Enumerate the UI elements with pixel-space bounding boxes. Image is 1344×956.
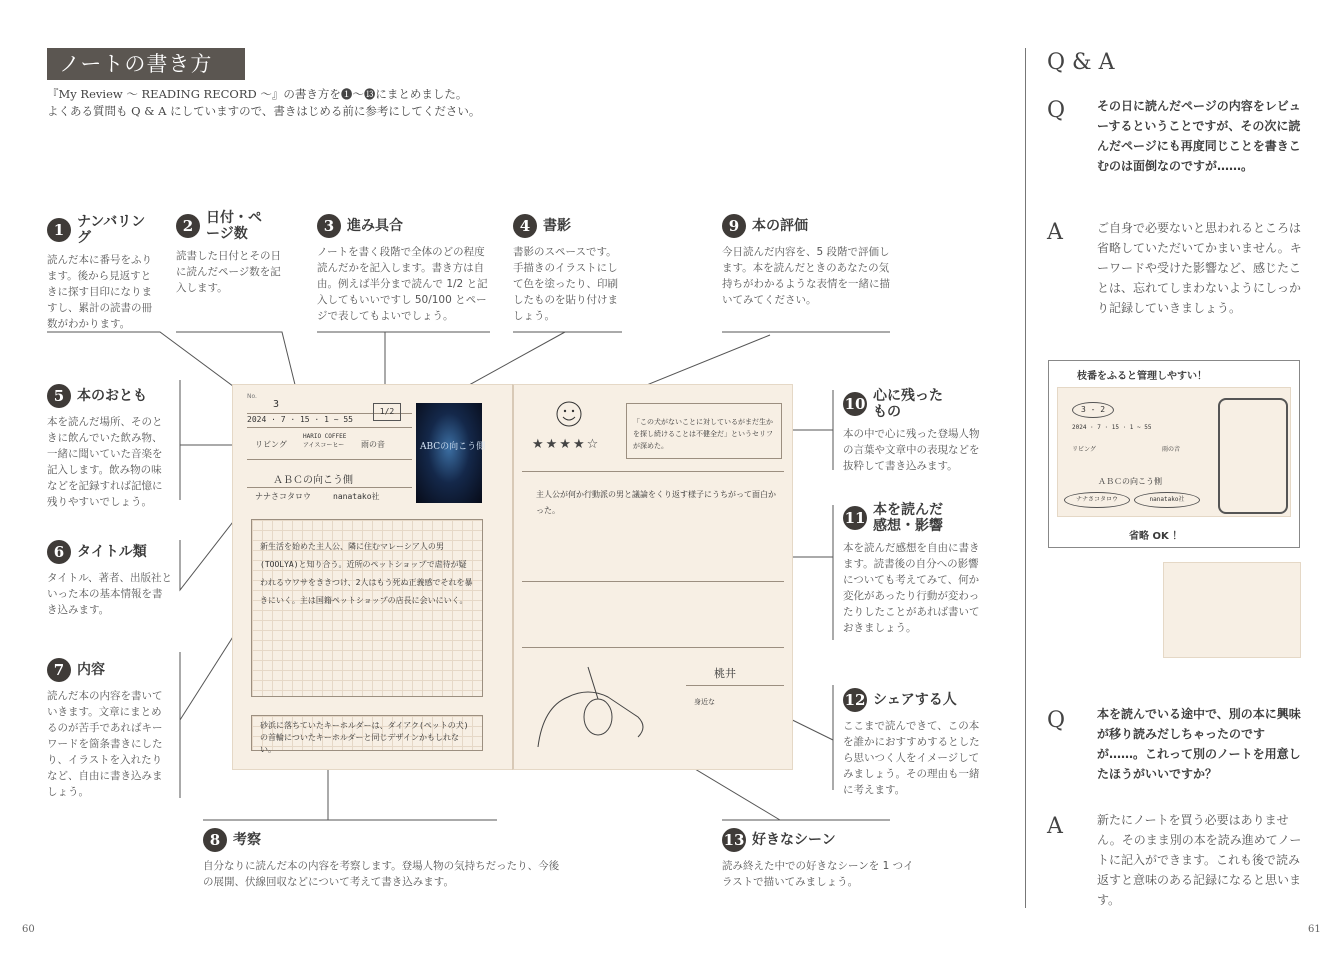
item-number: 10 [843, 392, 867, 416]
item-body: 本の中で心に残った登場人物の言葉や文章中の表現などを抜粋して書き込みます。 [843, 428, 980, 472]
item-content [47, 658, 172, 800]
item-title: 本の評価 [752, 218, 808, 234]
a-label: A [1047, 220, 1063, 245]
page-title: ノートの書き方 [47, 48, 245, 80]
question-2: 本を読んでいる途中で、別の本に興味が移り読みだしちゃったのですが……。これって別のノートを用意したほうがいいですか？ [1097, 707, 1301, 781]
item-title: 心に残ったもの [873, 388, 943, 420]
item-companion [47, 384, 172, 510]
note-consideration: 砂浜に落ちていたキーホルダーは、ダイアク(ペットの犬)の首輪についたキーホルダーと同じデザインかもしれない。 [260, 721, 469, 754]
item-body: ノートを書く段階で全体のどの程度読んだかを記入します。書き方は自由。例えば半分まで読んで 1/2 と記入してもいいですし 50/100 とページで表してもよいでしょう。 [317, 246, 488, 322]
item-number: 7 [47, 658, 71, 682]
item-body: ここまで読んできて、この本を誰かにおすすめするとしたら思いつく人をイメージしてみましょう。その理由も一緒に考えます。 [843, 720, 980, 796]
item-title: 本のおとも [77, 388, 147, 404]
item-number: 3 [317, 214, 341, 238]
answer-2: 新たにノートを買う必要はありません。そのまま別の本を読み進めてノートに記入ができます。これも後で読み返すと意味のある記録になると思います。 [1097, 813, 1302, 907]
intro-line-2: よくある質問も Q & A にしていますので、書きはじめる前に参考にしてください。 [47, 104, 481, 118]
item-body: 読んだ本に番号をふります。後から見返すときに探す目印になりますし、累計の読書の冊数がわかります。 [47, 254, 152, 330]
note-impression: 主人公が何か行動派の男と議論をくり返す様子にうちがって面白かった。 [536, 490, 776, 515]
note-place: リビング [255, 440, 287, 449]
inset-caption: 枝番をふると管理しやすい！ [1077, 371, 1207, 382]
item-title-info [47, 540, 172, 618]
item-number: 5 [47, 384, 71, 408]
book-cover-image [416, 403, 486, 503]
answer-1: ご自身で必要ないと思われるところは省略していただいてかまいません。キーワードや受けた影響など、感じたことは、忘れてしまわないようにしっかり記録していきましょう。 [1097, 221, 1302, 315]
inset-note [1057, 387, 1291, 517]
qa-title: Q & A [1047, 50, 1115, 75]
sample-note-right-page [512, 384, 793, 770]
note-number: 3 [273, 399, 280, 410]
item-number: 6 [47, 540, 71, 564]
content-grid [251, 519, 483, 697]
item-title: 考察 [233, 832, 261, 848]
inset-book-title: ＡＢＣの向こう側 [1098, 477, 1162, 486]
page-number-right: 61 [1308, 924, 1321, 935]
note-share-person: 桃井 [714, 667, 736, 680]
item-body: 読んだ本の内容を書いていきます。文章にまとめるのが苦手であればキーワードを箇条書きにしたり、イラストを入れたりなど、自由に書き込みましょう。 [47, 690, 163, 798]
item-number: 2 [176, 214, 200, 238]
item-title: 内容 [77, 662, 105, 678]
favorite-scene-drawing [528, 657, 678, 752]
item-title: ナンバリング [76, 214, 146, 246]
consideration-grid [251, 715, 483, 754]
item-consideration [203, 828, 563, 890]
item-date-pages [176, 210, 286, 296]
item-numbering [47, 214, 159, 332]
item-body: 本を読んだ場所、そのときに飲んでいた飲み物、一緒に聞いていた音楽を記入します。飲み物の味などを記録すれば記憶に残りやすいでしょう。 [47, 416, 163, 508]
question-1: その日に読んだページの内容をレビューするということですが、その次に読んだページにも再度同じことを書きこむのは面倒なのですが……。 [1097, 99, 1301, 173]
item-title: 進み具合 [347, 218, 403, 234]
inset-branch-number: 3 - 2 [1072, 402, 1114, 418]
q-label-2: Q [1047, 708, 1066, 733]
item-number: 9 [722, 214, 746, 238]
item-title: 本を読んだ感想・影響 [873, 502, 943, 534]
item-title: シェアする人 [873, 692, 957, 708]
item-number: 8 [203, 828, 227, 852]
note-drink: HARIO COFFEE アイスコーヒー [303, 433, 347, 449]
inset-music: 雨の音 [1162, 446, 1181, 453]
item-progress [317, 214, 491, 324]
note-book-title: ＡＢＣの向こう側 [273, 475, 353, 486]
item-memorable [843, 388, 988, 474]
item-number: 13 [722, 828, 746, 852]
item-number: 11 [843, 506, 867, 530]
rating-stars: ★★★★☆ [532, 437, 601, 452]
note-quote: 「この犬がないことに対しているがまだ生かを探し続けることは不健全だ」というセリフが深めた。 [633, 418, 773, 450]
inset-thumbnail [1163, 562, 1301, 658]
item-share [843, 688, 988, 798]
item-title: 好きなシーン [752, 832, 836, 848]
column-divider [1025, 48, 1026, 908]
item-number: 4 [513, 214, 537, 238]
note-date: 2024 · 7 · 15 · 1 ~ 55 [247, 415, 353, 424]
cover-title: ABCの向こう側 [420, 442, 486, 452]
inset-cover-frame [1218, 398, 1288, 514]
inset-publisher: nanatako社 [1134, 492, 1200, 508]
memorable-box [626, 403, 782, 459]
note-content: 新生活を始めた主人公、隣に住むマレーシア人の男(TOOLYA)と知り合う。近所のペットショップで虐待が疑われるウワサをききつけ、2人はもう死ぬ正義感でそれを暴きにいく。主は国籍ペットショップの店長に会いにいく。 [260, 542, 473, 605]
item-body: 今日読んだ内容を、5 段階で評価します。本を読んだときのあなたの気持ちがわかるような表情を一緒に描いてみてください。 [722, 246, 890, 306]
note-share-reason: 身近な [694, 698, 715, 706]
item-favorite-scene [722, 828, 922, 890]
intro-text [47, 86, 527, 120]
note-music: 雨の音 [361, 440, 385, 449]
item-body: 書影のスペースです。手描きのイラストにして色を塗ったり、印刷したものを貼り付けましょう。 [513, 246, 618, 322]
item-impression [843, 502, 988, 636]
note-author: ナナさコタロウ [255, 492, 311, 501]
item-rating [722, 214, 892, 308]
face-drawing-icon [554, 399, 584, 429]
inset-place: リビング [1072, 446, 1096, 453]
a-label-2: A [1047, 814, 1063, 839]
item-body: 読み終えた中での好きなシーンを 1 つイラストで描いてみましょう。 [722, 860, 914, 888]
inset-author: ナナさコタロウ [1064, 492, 1130, 508]
item-title: 日付・ページ数 [206, 210, 262, 242]
item-number: 12 [843, 688, 867, 712]
item-body: タイトル、著者、出版社といった本の基本情報を書き込みます。 [47, 572, 172, 616]
sample-note-left-page: No. 3 2024 · 7 · 15 · 1 ~ 55 1/2 リビング HARIO COFFEE アイスコーヒー 雨の音 ＡＢＣの向こう側 ナナさコタロウ nanatako社 ABCの向こう側 新生活を始めた主人公、隣に住むマレーシア人の男(TOOLYA)と知り合う。近所のペットショップで虐待が疑われるウワサをききつけ、2人はもう死ぬ正義感でそれを暴きにいく。主は国籍ペットショップの店長に会いにいく。 砂浜に落ちていたキーホルダーは、ダイアク(ペットの犬)の首輪についたキーホルダーと同じデザインかもしれない。 [232, 384, 670, 770]
q-label: Q [1047, 98, 1066, 123]
item-title: タイトル類 [77, 544, 147, 560]
item-title: 書影 [543, 218, 571, 234]
item-body: 自分なりに読んだ本の内容を考察します。登場人物の気持ちだったり、今後の展開、伏線回収などについて考えて書き込みます。 [203, 860, 560, 888]
inset-figure [1048, 360, 1300, 548]
page-number-left: 60 [22, 924, 35, 935]
item-body: 本を読んだ感想を自由に書きます。読書後の自分への影響についても考えてみて、何か変化があったり行動が変わったりしたことがあれば書いておきましょう。 [843, 542, 980, 634]
note-publisher: nanatako社 [333, 492, 380, 501]
inset-date: 2024 · 7 · 15 · 1 ~ 55 [1072, 424, 1152, 431]
inset-omit-label: 省略 OK ！ [1129, 531, 1183, 542]
item-number: 1 [47, 218, 71, 242]
item-cover [513, 214, 625, 324]
note-progress: 1/2 [373, 403, 401, 421]
item-body: 読書した日付とその日に読んだページ数を記入します。 [176, 250, 281, 294]
intro-line-1: 『My Review ～ READING RECORD ～』の書き方を❶～⓭にまとめました。 [47, 87, 468, 101]
